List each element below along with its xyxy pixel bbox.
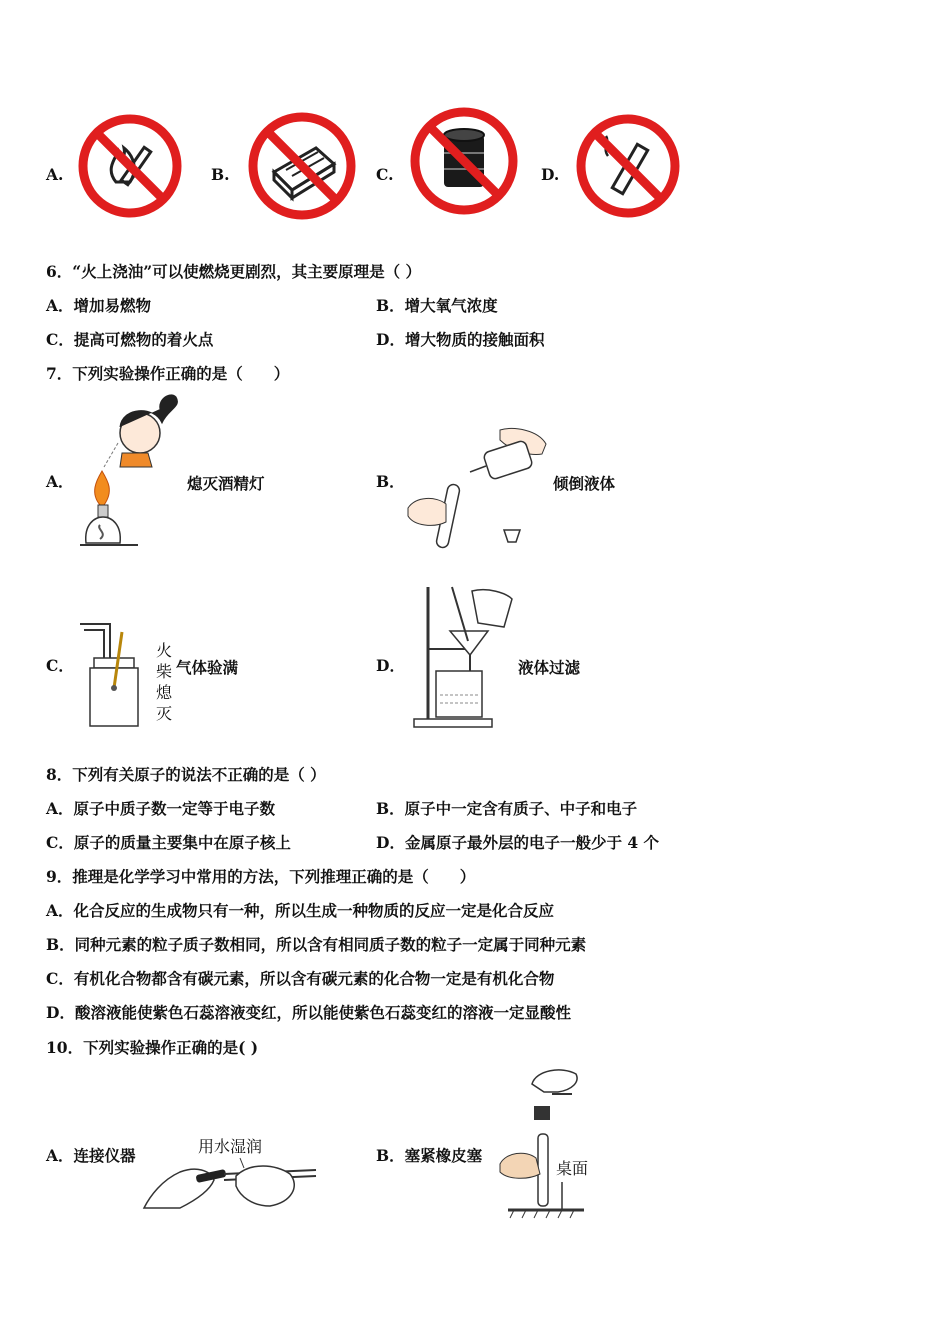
q6-option-c[interactable]: C．提高可燃物的着火点 (46, 330, 214, 349)
q8-option-a[interactable]: A．原子中质子数一定等于电子数 (46, 799, 276, 818)
q6-option-d[interactable]: D．增大物质的接触面积 (376, 330, 545, 349)
q9-option-d[interactable]: D．酸溶液能使紫色石蕊溶液变红，所以能使紫色石蕊变红的溶液一定显酸性 (46, 1003, 571, 1022)
no-fire-icon (76, 112, 184, 220)
sign-option-a-letter: A. (46, 165, 64, 184)
q10-option-a[interactable]: A．连接仪器 (46, 1146, 136, 1165)
q9-option-c[interactable]: C．有机化合物都含有碳元素，所以含有碳元素的化合物一定是有机化合物 (46, 969, 555, 988)
blowing-alcohol-lamp-figure (78, 393, 188, 559)
connecting-apparatus-figure (140, 1156, 322, 1218)
q10-option-b-label: 桌面 (556, 1159, 589, 1178)
q9-option-a[interactable]: A．化合反应的生成物只有一种，所以生成一种物质的反应一定是化合反应 (46, 901, 555, 920)
q7-option-a-caption: 熄灭酒精灯 (187, 474, 265, 493)
q7-option-c-letter[interactable]: C． (46, 656, 74, 675)
q7-stem: 7．下列实验操作正确的是（ ） (46, 364, 290, 383)
no-oil-drum-icon (408, 105, 520, 217)
q8-option-c[interactable]: C．原子的质量主要集中在原子核上 (46, 833, 291, 852)
q6-option-b[interactable]: B．增大氧气浓度 (376, 296, 498, 315)
q7-option-b-letter[interactable]: B． (376, 472, 405, 491)
gas-collection-bottle-figure (76, 618, 156, 730)
q8-option-b[interactable]: B．原子中一定含有质子、中子和电子 (376, 799, 638, 818)
q10-stem: 10．下列实验操作正确的是( ) (46, 1038, 259, 1057)
q10-option-a-label: 用水湿润 (198, 1137, 263, 1156)
q8-option-d[interactable]: D．金属原子最外层的电子一般少于 4 个 (376, 833, 660, 852)
q7-option-d-letter[interactable]: D． (376, 656, 405, 675)
no-matches-icon (246, 110, 358, 222)
q7-option-b-caption: 倾倒液体 (553, 474, 616, 493)
q6-option-a[interactable]: A．增加易燃物 (46, 296, 152, 315)
q10-option-b[interactable]: B．塞紧橡皮塞 (376, 1146, 483, 1165)
filtration-apparatus-figure (408, 583, 518, 731)
q7-option-c-caption: 气体验满 (176, 658, 239, 677)
q9-option-b[interactable]: B．同种元素的粒子质子数相同，所以含有相同质子数的粒子一定属于同种元素 (46, 935, 587, 954)
q9-stem: 9．推理是化学学习中常用的方法，下列推理正确的是（ ） (46, 867, 476, 886)
pouring-liquid-figure (404, 426, 554, 554)
inserting-stopper-figure (492, 1064, 592, 1220)
q6-stem: 6．“火上浇油”可以使燃烧更剧烈，其主要原理是（ ） (46, 262, 422, 281)
no-smoking-icon (574, 112, 682, 220)
q7-option-c-side-text: 火柴熄灭 (156, 641, 173, 723)
q7-option-a-letter[interactable]: A． (46, 472, 74, 491)
sign-option-b-letter: B. (211, 165, 230, 184)
q7-option-d-caption: 液体过滤 (518, 658, 581, 677)
sign-option-d-letter: D. (541, 165, 560, 184)
q8-stem: 8．下列有关原子的说法不正确的是（ ） (46, 765, 326, 784)
sign-option-c-letter: C. (376, 165, 394, 184)
